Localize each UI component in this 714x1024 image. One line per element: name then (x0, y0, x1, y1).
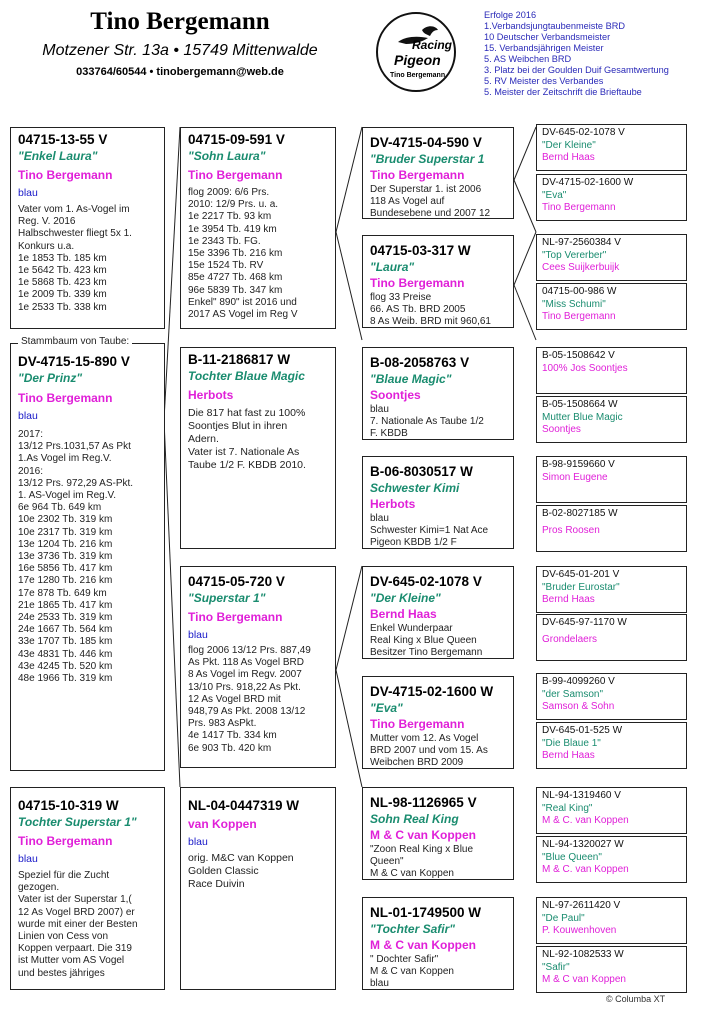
breeder: M & C van Koppen (370, 938, 477, 952)
ring-number: B-05-1508664 W (542, 399, 618, 410)
pigeon-name: "Superstar 1" (188, 591, 266, 605)
pigeon-notes: " Dochter Safir" M & C van Koppen blau (370, 954, 454, 990)
pigeon-card-gen3-2[interactable] (362, 235, 514, 328)
pigeon-card-gen4-11[interactable] (536, 673, 687, 720)
pigeon-name: "Blaue Magic" (370, 372, 452, 386)
pigeon-name: "Safir" (542, 961, 570, 973)
pigeon-name: "Eva" (542, 189, 567, 201)
pigeon-notes: flog 2009: 6/6 Prs. 2010: 12/9 Prs. u. a. 1e 2217 Tb. 93 km 1e 3954 Tb. 419 km 1e 2343 Tb. FG. 15e 3396 Tb. 216 km 15e 1524 Tb. RV 85e 4727 Tb. 468 km 96e 5839 Tb. 347 km Enkel" 890" ist 2016 und 2017 AS Vogel im Reg V (188, 187, 298, 321)
pigeon-card-gen4-3[interactable] (536, 234, 687, 281)
ring-number: 04715-03-317 W (370, 243, 471, 258)
ring-number: 04715-10-319 W (18, 798, 119, 813)
logo-owner: Tino Bergemann (390, 72, 446, 79)
pigeon-card-gen4-15[interactable] (536, 897, 687, 944)
breeder: Simon Eugene (542, 471, 608, 483)
pigeon-notes: Mutter vom 12. As Vogel BRD 2007 und vom 15. As Weibchen BRD 2009 (370, 733, 488, 769)
pigeon-name: "Enkel Laura" (18, 149, 98, 163)
ring-number: B-06-8030517 W (370, 464, 473, 479)
achievement-item: 15. Verbandsjährigen Meister (484, 43, 604, 53)
ring-number: 04715-05-720 V (188, 574, 285, 589)
breeder: M & C. van Koppen (542, 864, 629, 875)
pigeon-notes: Der Superstar 1. ist 2006 118 As Vogel auf Bundesebene und 2007 12 (370, 184, 491, 219)
pigeon-notes: Enkel Wunderpaar Real King x Blue Queen Besitzer Tino Bergemann (370, 623, 483, 659)
breeder: M & C van Koppen (542, 974, 626, 985)
ring-number: B-11-2186817 W (188, 352, 291, 367)
pigeon-card-gen2-4[interactable] (180, 787, 336, 990)
pigeon-name: "Sohn Laura" (188, 149, 266, 163)
logo-racing: Racing (412, 38, 453, 52)
pigeon-notes: 2017: 13/12 Prs.1031,57 As Pkt 1.As Vogel im Reg.V. 2016: 13/12 Prs. 972,29 AS-Pkt. 1. AS-Vogel im Reg.V. 6e 964 Tb. 649 km 10e 2302 Tb. 319 km 10e 2317 Tb. 319 km 13e 1204 Tb. 216 km 13e 3736 Tb. 319 km 16e 5856 Tb. 417 km 17e 1280 Tb. 216 km 17e 878 Tb. 649 km 21e 1865 Tb. 417 km 24e 2533 Tb. 319 km 24e 1667 Tb. 564 km 33e 1707 Tb. 185 km 43e 4831 Tb. 446 km 43e 4245 Tb. 520 km 48e 1966 Tb. 319 km (18, 429, 134, 685)
ring-number: NL-94-1319460 V (542, 790, 621, 801)
breeder: M & C. van Koppen (542, 815, 629, 826)
pigeon-color: blau (188, 836, 208, 848)
breeder: Tino Bergemann (370, 276, 465, 290)
achievement-item: 1.Verbandsjungtaubenmeiste BRD (484, 21, 625, 31)
breeder: P. Kouwenhoven (542, 925, 617, 936)
breeder: Samson & Sohn (542, 701, 615, 712)
pigeon-name: "Blue Queen" (542, 851, 602, 863)
pigeon-name: "Der Kleine" (542, 139, 596, 151)
pigeon-card-gen3-8[interactable] (362, 897, 514, 990)
stammbaum-label: Stammbaum von Taube: (18, 336, 132, 347)
achievement-item: 5. RV Meister des Verbandes (484, 76, 604, 86)
breeder: Soontjes (542, 424, 581, 435)
pigeon-card-gen4-7[interactable] (536, 456, 687, 503)
pigeon-name: "Bruder Superstar 1 (370, 152, 485, 166)
pigeon-card-gen4-13[interactable] (536, 787, 687, 834)
pigeon-name: "Bruder Eurostar" (542, 581, 620, 593)
pigeon-card-gen4-8[interactable] (536, 505, 687, 552)
pigeon-name: "Laura" (370, 260, 415, 274)
pigeon-card-gen4-12[interactable] (536, 722, 687, 769)
pigeon-card-gen3-3[interactable] (362, 347, 514, 440)
pigeon-card-dam-line[interactable] (10, 787, 165, 990)
breeder: Grondelaers (542, 633, 598, 645)
breeder: van Koppen (188, 817, 257, 831)
pigeon-notes: orig. M&C van Koppen Golden Classic Race Duivin (188, 852, 294, 890)
ring-number: NL-97-2560384 V (542, 237, 621, 248)
pigeon-name: "Der Kleine" (370, 591, 441, 605)
pigeon-name: "Eva" (370, 701, 403, 715)
pigeon-notes: Speziel für die Zucht gezogen. Vater ist der Superstar 1,( 12 As Vogel BRD 2007) er wurde mit einer der Besten Linien von Cess von Koppen verpaart. Die 319 ist Mutter vom AS Vogel und bestes jähriges (18, 870, 138, 979)
footer-copyright: © Columba XT (606, 994, 666, 1004)
pigeon-name: "Real King" (542, 802, 593, 814)
breeder: Tino Bergemann (542, 311, 616, 322)
pigeon-notes: flog 2006 13/12 Prs. 887,49 As Pkt. 118 As Vogel BRD 8 As Vogel im Regv. 2007 13/10 Prs. 918,22 As Pkt. 12 As Vogel BRD mit 948,79 As Pkt. 2008 13/12 Prs. 983 AsPkt. 4e 1417 Tb. 334 km 6e 903 Tb. 420 km (188, 645, 311, 754)
pigeon-name: Mutter Blue Magic (542, 411, 623, 423)
ring-number: DV-4715-02-1600 W (370, 684, 494, 699)
achievement-item: 5. Meister der Zeitschrift die Brieftaube (484, 87, 642, 97)
logo-pigeon: Pigeon (394, 52, 441, 68)
breeder: Herbots (370, 497, 416, 511)
breeder: Tino Bergemann (370, 717, 465, 731)
ring-number: NL-04-0447319 W (188, 798, 300, 813)
ring-number: 04715-09-591 V (188, 132, 285, 147)
breeder: Tino Bergemann (370, 168, 465, 182)
breeder: Soontjes (370, 388, 421, 402)
ring-number: B-08-2058763 V (370, 355, 470, 370)
breeder: Tino Bergemann (188, 168, 283, 182)
pigeon-name: Tochter Blaue Magic (188, 369, 305, 383)
pigeon-card-gen2-2[interactable] (180, 347, 336, 549)
pigeon-card-gen3-6[interactable] (362, 676, 514, 769)
pigeon-notes: blau 7. Nationale As Taube 1/2 F. KBDB (370, 404, 484, 440)
pigeon-card-gen4-2[interactable] (536, 174, 687, 221)
pigeon-card-gen4-16[interactable] (536, 946, 687, 993)
breeder: M & C van Koppen (370, 828, 477, 842)
pigeon-card-gen2-1[interactable] (180, 127, 336, 329)
achievements-title: Erfolge 2016 (484, 10, 537, 20)
ring-number: DV-645-01-201 V (542, 569, 620, 580)
pigeon-name: Schwester Kimi (370, 481, 460, 495)
ring-number: 04715-13-55 V (18, 132, 108, 147)
breeder: Bernd Haas (370, 607, 437, 621)
pigeon-name: "Der Prinz" (18, 371, 83, 385)
breeder: Bernd Haas (542, 750, 595, 761)
pigeon-color: blau (188, 629, 208, 641)
achievement-item: 10 Deutscher Verbandsmeister (484, 32, 611, 42)
ring-number: DV-645-97-1170 W (542, 617, 627, 628)
pigeon-card-gen4-4[interactable] (536, 283, 687, 330)
pigeon-card-gen4-14[interactable] (536, 836, 687, 883)
breeder: Herbots (188, 388, 234, 402)
breeder: Tino Bergemann (18, 834, 113, 848)
pigeon-name: "der Samson" (542, 688, 604, 700)
pigeon-name: "Top Vererber" (542, 249, 607, 261)
pigeon-card-gen3-1[interactable] (362, 127, 514, 219)
pigeon-color: blau (18, 410, 38, 422)
pigeon-name: "De Paul" (542, 912, 585, 924)
breeder: Tino Bergemann (188, 610, 283, 624)
pigeon-name: "Die Blaue 1" (542, 737, 601, 749)
ring-number: B-99-4099260 V (542, 676, 615, 687)
ring-number: DV-645-02-1078 V (370, 574, 482, 589)
ring-number: DV-4715-15-890 V (18, 354, 130, 369)
pigeon-card-gen4-1[interactable] (536, 124, 687, 171)
breeder: Tino Bergemann (542, 202, 616, 213)
ring-number: DV-645-02-1078 V (542, 127, 625, 138)
pigeon-notes: Die 817 hat fast zu 100% Soontjes Blut in ihren Adern. Vater ist 7. Nationale As Taube 1/2 F. KBDB 2010. (188, 407, 306, 471)
ring-number: NL-94-1320027 W (542, 839, 624, 850)
pigeon-name: "Miss Schumi" (542, 298, 606, 310)
ring-number: DV-4715-04-590 V (370, 135, 482, 150)
pigeon-card-gen3-5[interactable] (362, 566, 514, 659)
breeder: Cees Suijkerbuijk (542, 262, 620, 273)
ring-number: NL-01-1749500 W (370, 905, 482, 920)
pigeon-card-gen3-4[interactable] (362, 456, 514, 549)
pigeon-notes: Vater vom 1. As-Vogel im Reg. V. 2016 Halbschwester fliegt 5x 1. Konkurs u.a. 1e 1853 Tb. 185 km 1e 5642 Tb. 423 km 1e 5868 Tb. 423 km 1e 2009 Tb. 339 km 1e 2533 Tb. 338 km (18, 204, 132, 313)
pigeon-card-gen3-7[interactable] (362, 787, 514, 880)
breeder: Bernd Haas (542, 594, 595, 605)
breeder-contact: 033764/60544 • tinobergemann@web.de (76, 66, 284, 78)
breeder-address: Motzener Str. 13a • 15749 Mittenwalde (42, 42, 318, 59)
pigeon-card-gen4-6[interactable] (536, 396, 687, 443)
pigeon-card-gen2-3[interactable] (180, 566, 336, 768)
pigeon-name: "Tochter Safir" (370, 922, 455, 936)
breeder: Pros Roosen (542, 524, 600, 536)
pigeon-name: Sohn Real King (370, 812, 459, 826)
ring-number: B-05-1508642 V (542, 350, 615, 361)
ring-number: NL-92-1082533 W (542, 949, 624, 960)
pigeon-card-gen4-10[interactable] (536, 614, 687, 661)
pigeon-notes: "Zoon Real King x Blue Queen" M & C van Koppen (370, 844, 474, 880)
pigeon-notes: blau Schwester Kimi=1 Nat Ace Pigeon KBDB 1/2 F (370, 513, 489, 549)
pigeon-color: blau (18, 187, 38, 199)
achievement-item: 3. Platz bei der Goulden Duif Gesamtwertung (484, 65, 669, 75)
ring-number: DV-4715-02-1600 W (542, 177, 634, 188)
pigeon-name: Tochter Superstar 1" (18, 815, 137, 829)
achievement-item: 5. AS Weibchen BRD (484, 54, 572, 64)
pigeon-card-main[interactable] (10, 343, 165, 771)
breeder: Tino Bergemann (18, 391, 113, 405)
ring-number: 04715-00-986 W (542, 286, 617, 297)
pigeon-card-gen4-9[interactable] (536, 566, 687, 613)
breeder: Tino Bergemann (18, 168, 113, 182)
pigeon-card-gen4-5[interactable] (536, 347, 687, 394)
breeder: 100% Jos Soontjes (542, 362, 628, 374)
pigeon-color: blau (18, 853, 38, 865)
breeder: Bernd Haas (542, 152, 595, 163)
pigeon-notes: flog 33 Preise 66. AS Tb. BRD 2005 8 As Weib. BRD mit 960,61 (370, 292, 491, 328)
pigeon-card-sire-line[interactable] (10, 127, 165, 329)
ring-number: DV-645-01-525 W (542, 725, 623, 736)
breeder-name: Tino Bergemann (90, 8, 270, 35)
ring-number: NL-98-1126965 V (370, 795, 477, 810)
ring-number: B-02-8027185 W (542, 508, 618, 519)
ring-number: B-98-9159660 V (542, 459, 615, 470)
ring-number: NL-97-2611420 V (542, 900, 621, 911)
